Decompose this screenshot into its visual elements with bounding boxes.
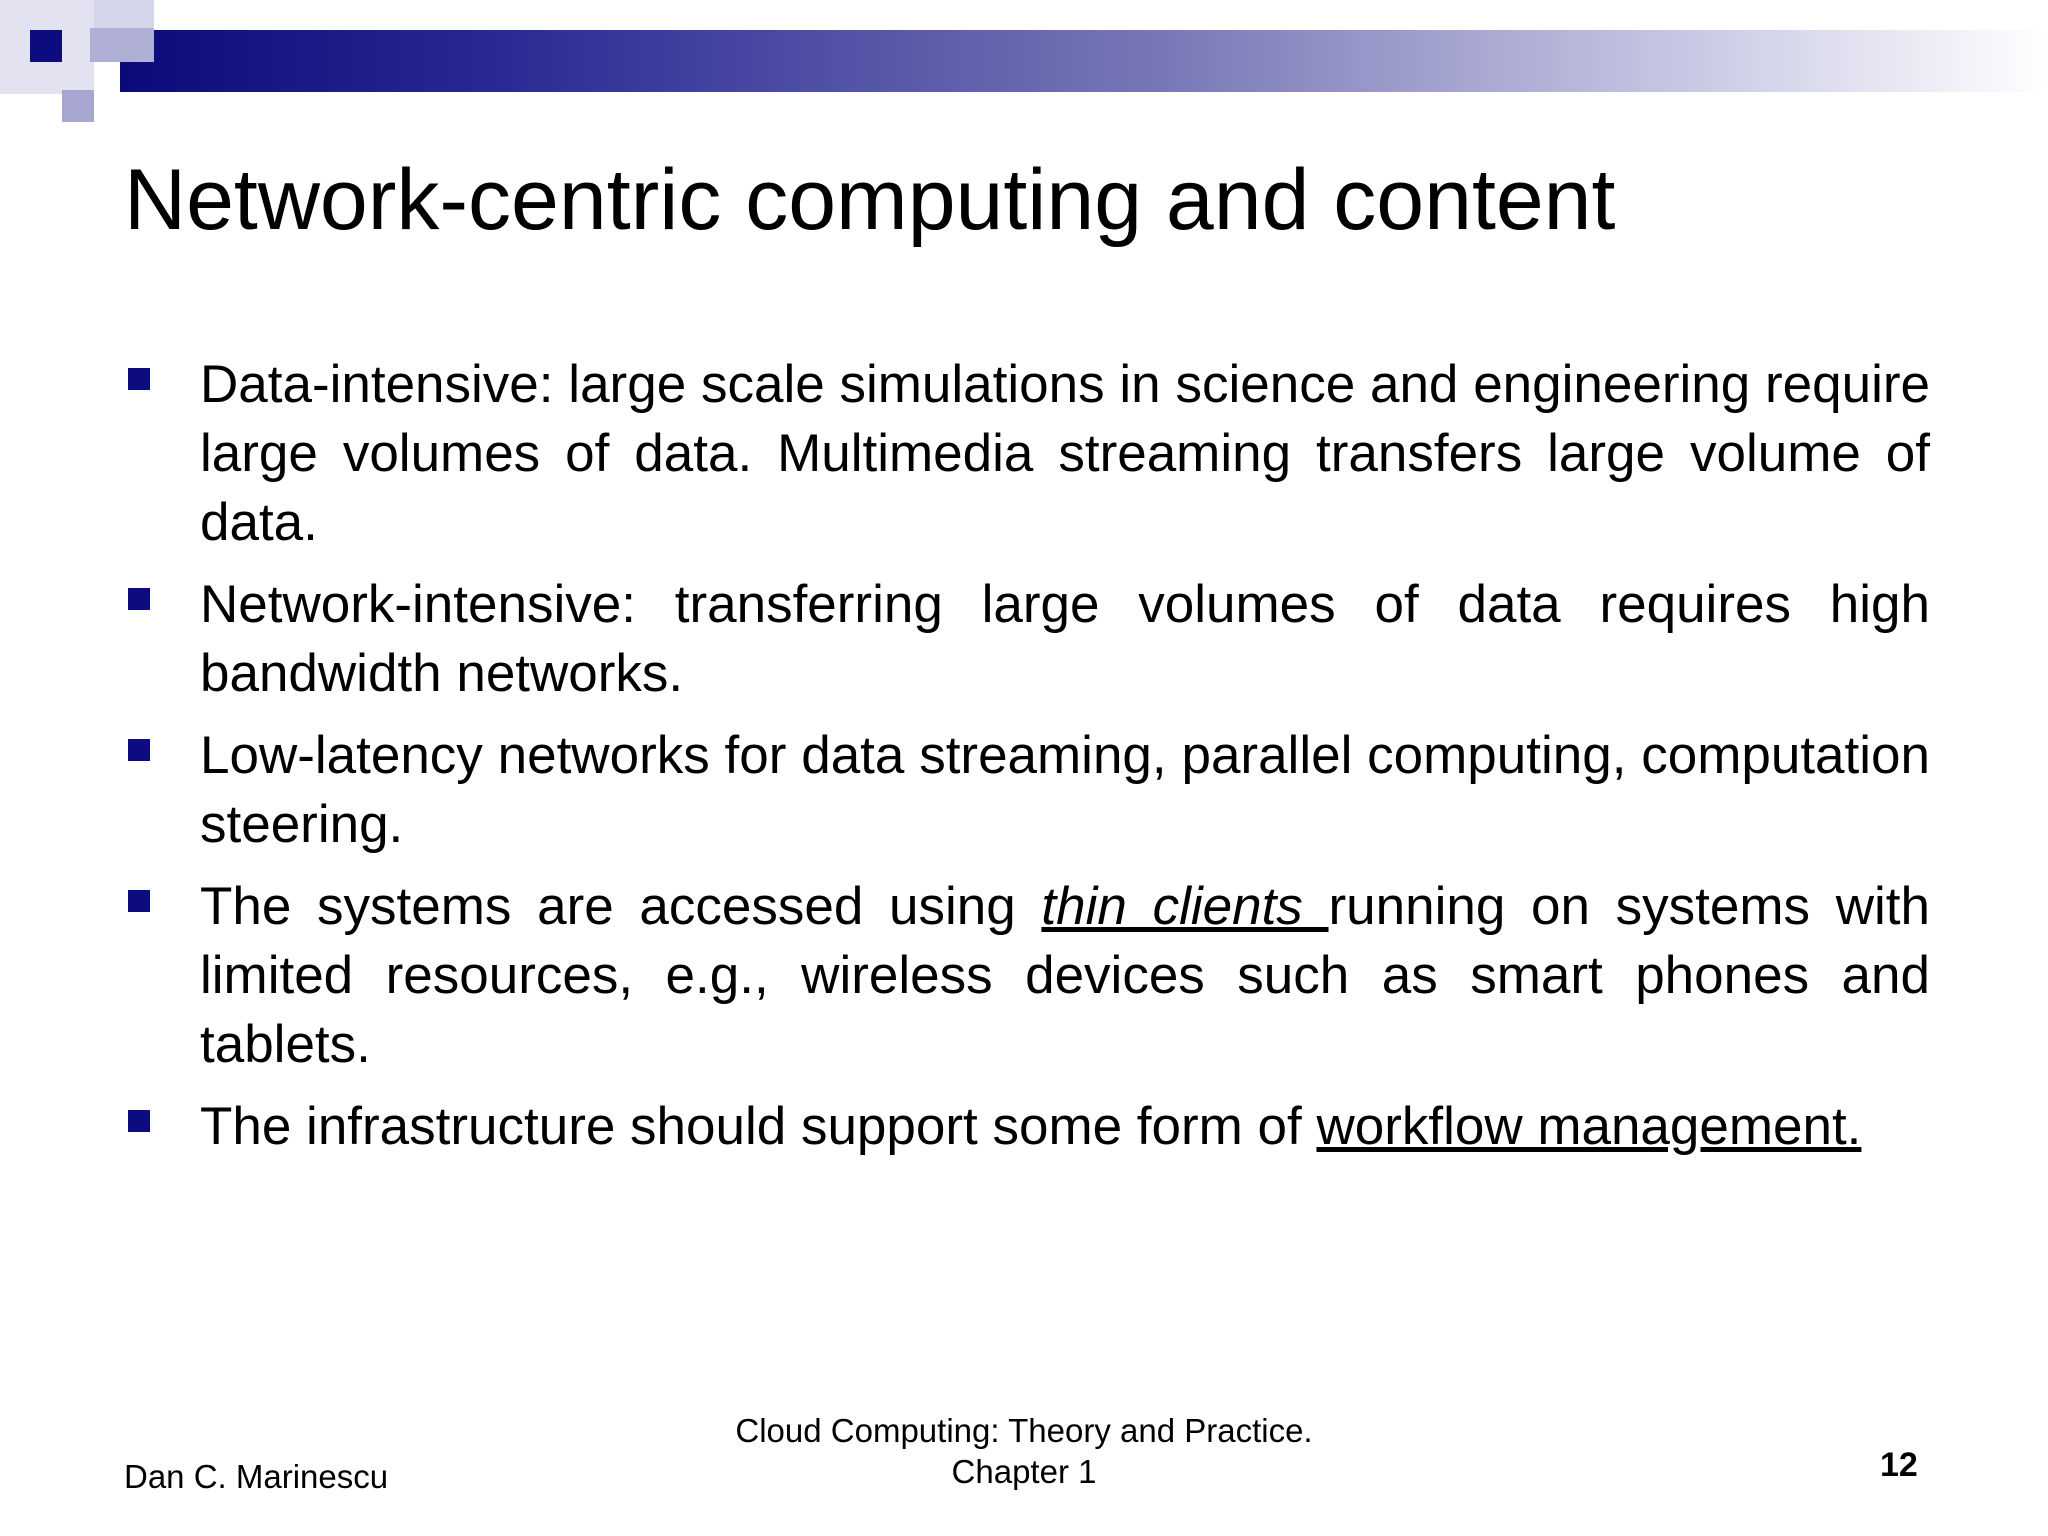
bullet-item [128,721,1930,859]
decor-square-mid-lower [62,90,94,122]
bullet-item [128,570,1930,708]
bullet-square-icon [128,588,150,610]
bullet-square-icon [128,890,150,912]
bullet-text: The infrastructure should support some form of [200,1097,1317,1156]
page-number: 12 [1880,1446,1918,1484]
decor-square-mid [90,28,154,62]
slide-title: Network-centric computing and content [124,152,1616,248]
bullet-text: Network-intensive: transferring large volumes of data requires high bandwidth networks. [200,575,1930,703]
bullet-square-icon [128,368,150,390]
footer-book-line1: Cloud Computing: Theory and Practice. [735,1412,1313,1449]
footer-book-line2: Chapter 1 [951,1453,1097,1490]
footer-book-title [724,1410,1324,1492]
bullet-text: running on systems with limited resources, e.g., wireless devices such as smart phones and tablets. [200,877,1930,1074]
decor-square-light-small [94,0,154,30]
bullet-square-icon [128,739,150,761]
bullet-square-icon [128,1110,150,1132]
header-gradient-bar [120,30,2048,92]
bullet-list [128,350,1930,1174]
bullet-text: The systems are accessed using [200,877,1042,936]
footer-author: Dan C. Marinescu [124,1458,389,1495]
bullet-item [128,1092,1930,1161]
bullet-text: Data-intensive: large scale simulations in science and engineering require large volumes of data. Multimedia streaming transfers large volume of data. [200,355,1930,552]
bullet-item [128,350,1930,557]
bullet-item [128,872,1930,1079]
bullet-text: Low-latency networks for data streaming, parallel computing, computation steering. [200,726,1930,854]
term-thin-clients: thin clients [1041,877,1329,936]
term-workflow-management: workflow management. [1316,1097,1862,1156]
decor-square-dark [30,30,62,62]
